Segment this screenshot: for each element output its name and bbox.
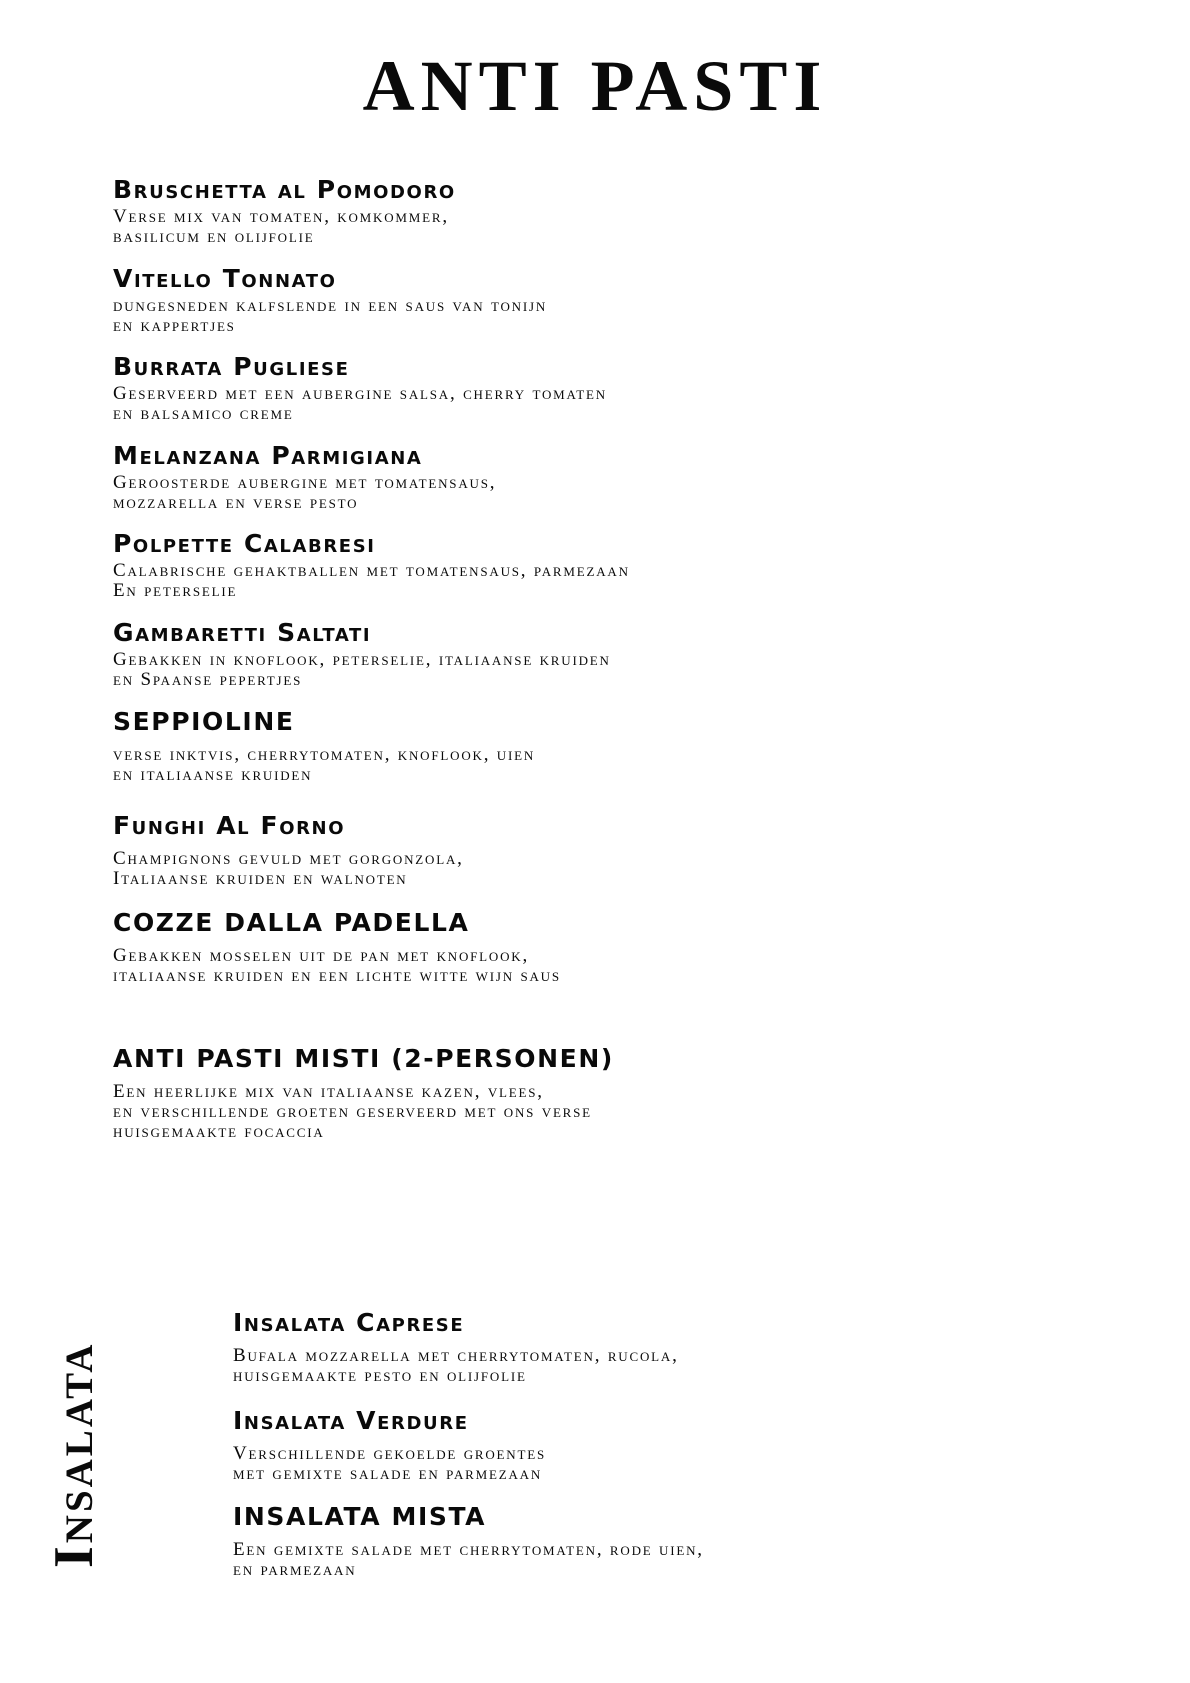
- dish-name: ANTI PASTI MISTI (2-PERSONEN): [113, 1044, 614, 1073]
- dish-description: verse inktvis, cherrytomaten, knoflook, uien: [113, 744, 536, 765]
- dish-description: Een gemixte salade met cherrytomaten, rode uien,: [233, 1539, 704, 1560]
- menu-item: [113, 177, 456, 247]
- dish-description: Geserveerd met een aubergine salsa, cherry tomaten: [113, 383, 607, 404]
- dish-name: Gambaretti Saltati: [113, 618, 372, 647]
- dish-description: mozzarella en verse pesto: [113, 492, 359, 513]
- dish-description: huisgemaakte focaccia: [113, 1121, 325, 1142]
- menu-item: [113, 620, 611, 690]
- menu-item: [113, 443, 496, 513]
- menu-item: [113, 709, 535, 785]
- dish-name: Bruschetta al Pomodoro: [113, 175, 456, 204]
- dish-description: En peterselie: [113, 580, 238, 601]
- dish-name: INSALATA MISTA: [233, 1502, 487, 1531]
- dish-description: basilicum en olijfolie: [113, 226, 315, 247]
- dish-description: en kappertjes: [113, 315, 236, 336]
- dish-description: en parmezaan: [233, 1559, 357, 1580]
- menu-item: [113, 910, 561, 986]
- menu-item: [113, 813, 464, 889]
- menu-item: [233, 1408, 546, 1484]
- menu-item: [113, 354, 607, 424]
- dish-description: Bufala mozzarella met cherrytomaten, rucola,: [233, 1345, 679, 1366]
- dish-description: Geroosterde aubergine met tomatensaus,: [113, 472, 497, 493]
- menu-item: [113, 1046, 614, 1142]
- dish-description: italiaanse kruiden en een lichte witte wijn saus: [113, 965, 561, 986]
- menu-item: [233, 1310, 679, 1386]
- dish-name: Funghi Al Forno: [113, 811, 346, 840]
- menu-item: [233, 1504, 704, 1580]
- insalata-section-title: Insalata: [43, 1341, 105, 1568]
- dish-name: SEPPIOLINE: [113, 707, 295, 736]
- dish-description: Calabrische gehaktballen met tomatensaus, parmezaan: [113, 560, 630, 581]
- page-title: ANTI PASTI: [362, 46, 828, 126]
- dish-description: Gebakken mosselen uit de pan met knoflook,: [113, 945, 530, 966]
- dish-description: en balsamico creme: [113, 403, 294, 424]
- dish-name: Vitello Tonnato: [113, 264, 337, 293]
- dish-name: COZZE DALLA PADELLA: [113, 908, 470, 937]
- dish-description: Gebakken in knoflook, peterselie, italiaanse kruiden: [113, 649, 611, 670]
- dish-name: Burrata Pugliese: [113, 352, 350, 381]
- dish-name: Insalata Caprese: [233, 1308, 465, 1337]
- dish-description: en Spaanse pepertjes: [113, 669, 303, 690]
- dish-description: en verschillende groeten geserveerd met ons verse: [113, 1101, 592, 1122]
- dish-description: met gemixte salade en parmezaan: [233, 1463, 543, 1484]
- dish-description: Verse mix van tomaten, komkommer,: [113, 206, 449, 227]
- dish-description: huisgemaakte pesto en olijfolie: [233, 1365, 527, 1386]
- dish-name: Polpette Calabresi: [113, 529, 376, 558]
- dish-name: Melanzana Parmigiana: [113, 441, 423, 470]
- dish-description: Een heerlijke mix van italiaanse kazen, vlees,: [113, 1081, 544, 1102]
- menu-item: [113, 266, 547, 336]
- dish-description: Verschillende gekoelde groentes: [233, 1443, 546, 1464]
- dish-description: Italiaanse kruiden en walnoten: [113, 868, 408, 889]
- dish-description: dungesneden kalfslende in een saus van tonijn: [113, 295, 548, 316]
- menu-item: [113, 531, 630, 601]
- dish-description: Champignons gevuld met gorgonzola,: [113, 848, 464, 869]
- dish-name: Insalata Verdure: [233, 1406, 469, 1435]
- dish-description: en italiaanse kruiden: [113, 764, 313, 785]
